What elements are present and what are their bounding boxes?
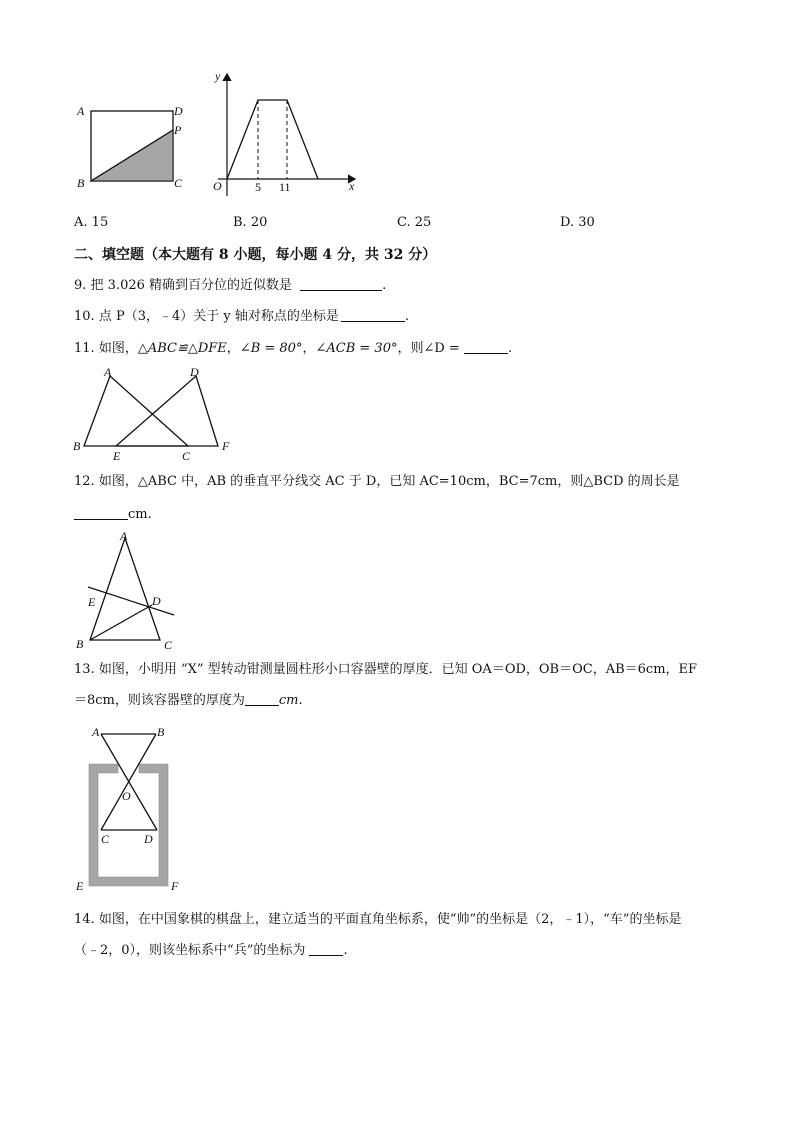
- question-number: 11.: [74, 341, 95, 356]
- option-value: 15: [91, 215, 109, 230]
- q13-label-E: E: [76, 879, 84, 893]
- question-text: （﹣2，0），则该坐标系中“兵”的坐标为: [74, 943, 306, 958]
- angle-b: ∠B = 80°: [239, 341, 303, 356]
- option-value: 30: [578, 215, 595, 230]
- q13-label-D: D: [144, 832, 153, 846]
- q8-axis-x-label: x: [349, 179, 355, 193]
- q8-option-a: [74, 214, 108, 232]
- answer-blank[interactable]: [245, 693, 279, 706]
- question-13-line1: [74, 661, 697, 679]
- option-letter: D.: [560, 215, 575, 230]
- question-end: .: [507, 341, 513, 356]
- answer-blank[interactable]: [464, 341, 508, 354]
- q13-label-B: B: [157, 725, 165, 739]
- option-value: 20: [250, 215, 268, 230]
- question-ask: 则∠D =: [410, 341, 460, 356]
- q8-label-B: B: [77, 176, 85, 190]
- angle-acb: ∠ACB = 30°: [315, 341, 398, 356]
- answer-blank[interactable]: [74, 507, 128, 520]
- question-12-line2: [74, 506, 152, 524]
- question-text: 如图，在中国象棋的棋盘上，建立适当的平面直角坐标系，使“帅”的坐标是（2，﹣1），“车”的坐标是: [98, 912, 682, 927]
- q12-label-A: A: [120, 529, 128, 543]
- question-number: 14.: [74, 912, 95, 927]
- q13-label-F: F: [171, 879, 179, 893]
- q8-function-graph: [200, 68, 365, 198]
- q11-label-C: C: [182, 449, 191, 463]
- q11-label-D: D: [190, 365, 199, 379]
- q12-triangle-figure: [70, 528, 185, 653]
- question-text: 点 P（3，﹣4）关于 y 轴对称点的坐标是: [98, 309, 339, 324]
- q12-label-B: B: [76, 637, 84, 651]
- question-12-line1: [74, 473, 680, 491]
- q8-label-D: D: [174, 104, 183, 118]
- q8-option-b: [233, 214, 267, 232]
- question-number: 12.: [74, 474, 95, 489]
- question-14-line1: [74, 911, 681, 929]
- question-10: [74, 308, 409, 326]
- q8-label-C: C: [174, 176, 183, 190]
- q8-rectangle-figure: [70, 100, 190, 195]
- q8-tick-11: 11: [279, 180, 291, 194]
- q12-label-E: E: [88, 595, 96, 609]
- question-number: 13.: [74, 662, 95, 677]
- q8-option-d: [560, 214, 595, 232]
- option-letter: C.: [397, 215, 411, 230]
- question-end: .: [343, 943, 348, 958]
- option-letter: A.: [74, 215, 88, 230]
- answer-blank[interactable]: [341, 309, 405, 322]
- question-number: 10.: [74, 309, 95, 324]
- q11-label-B: B: [73, 439, 81, 453]
- question-11: 11. 如图，△ABC≌△DFE，∠B = 80°，∠ACB = 30°，则∠D = .: [74, 341, 513, 356]
- question-end: .: [404, 309, 409, 324]
- option-value: 25: [414, 215, 432, 230]
- question-13-line2: [74, 692, 303, 710]
- q8-option-c: [397, 214, 431, 232]
- q13-label-A: A: [92, 725, 100, 739]
- q8-axis-y-label: y: [215, 69, 221, 83]
- question-number: 9.: [74, 278, 87, 293]
- q8-tick-5: 5: [255, 180, 261, 194]
- q13-container-figure: [70, 722, 190, 897]
- q8-origin-label: O: [213, 179, 222, 193]
- answer-blank[interactable]: [300, 278, 382, 291]
- question-14-line2: [74, 942, 348, 960]
- q12-label-D: D: [152, 594, 161, 608]
- question-text: 如图，小明用 “X” 型转动钳测量圆柱形小口容器壁的厚度．已知 OA＝OD，OB＝OC，AB＝6cm，EF: [98, 662, 698, 677]
- section-heading: 二、填空题（本大题有 8 小题，每小题 4 分，共 32 分）: [74, 247, 437, 263]
- q11-label-A: A: [104, 365, 112, 379]
- q11-label-F: F: [222, 439, 230, 453]
- q11-label-E: E: [113, 449, 121, 463]
- question-text: 如图，△ABC 中，AB 的垂直平分线交 AC 于 D，已知 AC=10cm，BC=7cm，则△BCD 的周长是: [98, 474, 680, 489]
- question-text-pre: 如图，: [98, 341, 138, 356]
- question-end: .: [298, 693, 303, 708]
- congruence-statement: △ABC≌△DFE: [137, 341, 227, 356]
- question-9: [74, 277, 386, 295]
- q13-label-C: C: [101, 832, 110, 846]
- question-unit: cm.: [128, 507, 152, 522]
- option-letter: B.: [233, 215, 247, 230]
- q8-label-A: A: [77, 104, 85, 118]
- question-text: ＝8cm，则该容器壁的厚度为: [74, 693, 245, 708]
- q12-label-C: C: [164, 638, 173, 652]
- q8-label-P: P: [174, 123, 182, 137]
- question-text: 把 3.026 精确到百分位的近似数是: [90, 278, 293, 293]
- q13-label-O: O: [122, 789, 131, 803]
- answer-blank[interactable]: [309, 943, 343, 956]
- question-unit: cm: [278, 693, 299, 708]
- question-end: .: [382, 278, 387, 293]
- q11-triangles-figure: [70, 364, 245, 464]
